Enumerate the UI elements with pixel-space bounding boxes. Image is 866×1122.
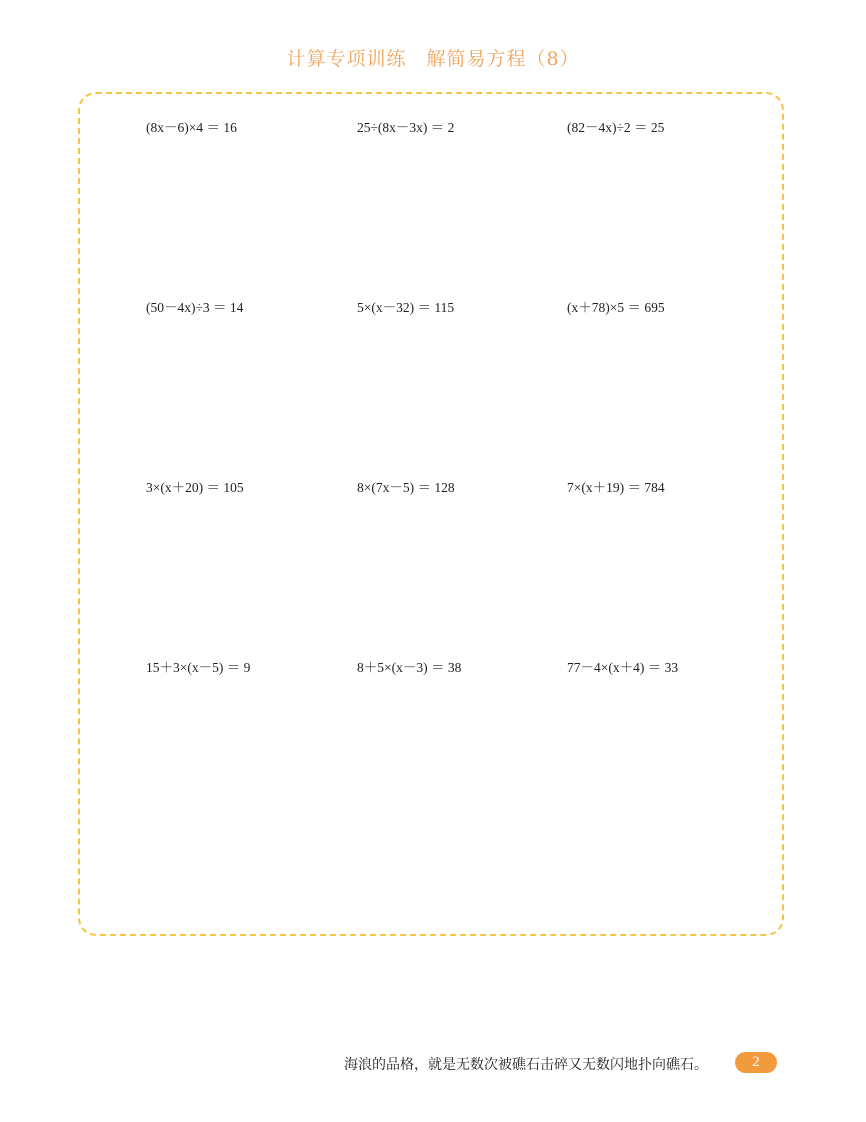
equation-11: 8＋5×(x－3) ＝ 38 [357, 660, 462, 675]
equation-8: 8×(7x－5) ＝ 128 [357, 480, 455, 495]
worksheet-frame [78, 92, 784, 936]
page-number-badge: 2 [735, 1052, 777, 1073]
equation-2: 25÷(8x－3x) ＝ 2 [357, 120, 455, 135]
equation-7: 3×(x＋20) ＝ 105 [146, 480, 244, 495]
equation-5: 5×(x－32) ＝ 115 [357, 300, 455, 315]
equation-4: (50－4x)÷3 ＝ 14 [146, 300, 244, 315]
equation-10: 15＋3×(x－5) ＝ 9 [146, 660, 251, 675]
footer-quote: 海浪的品格，就是无数次被礁石击碎又无数闪地扑向礁石。 [344, 1057, 708, 1073]
equation-6: (x＋78)×5 ＝ 695 [567, 300, 665, 315]
page-title: 计算专项训练 解简易方程（8） [286, 48, 580, 70]
equation-1: (8x－6)×4 ＝ 16 [146, 120, 237, 135]
equation-9: 7×(x＋19) ＝ 784 [567, 480, 665, 495]
equation-12: 77－4×(x＋4) ＝ 33 [567, 660, 679, 675]
equation-3: (82－4x)÷2 ＝ 25 [567, 120, 665, 135]
